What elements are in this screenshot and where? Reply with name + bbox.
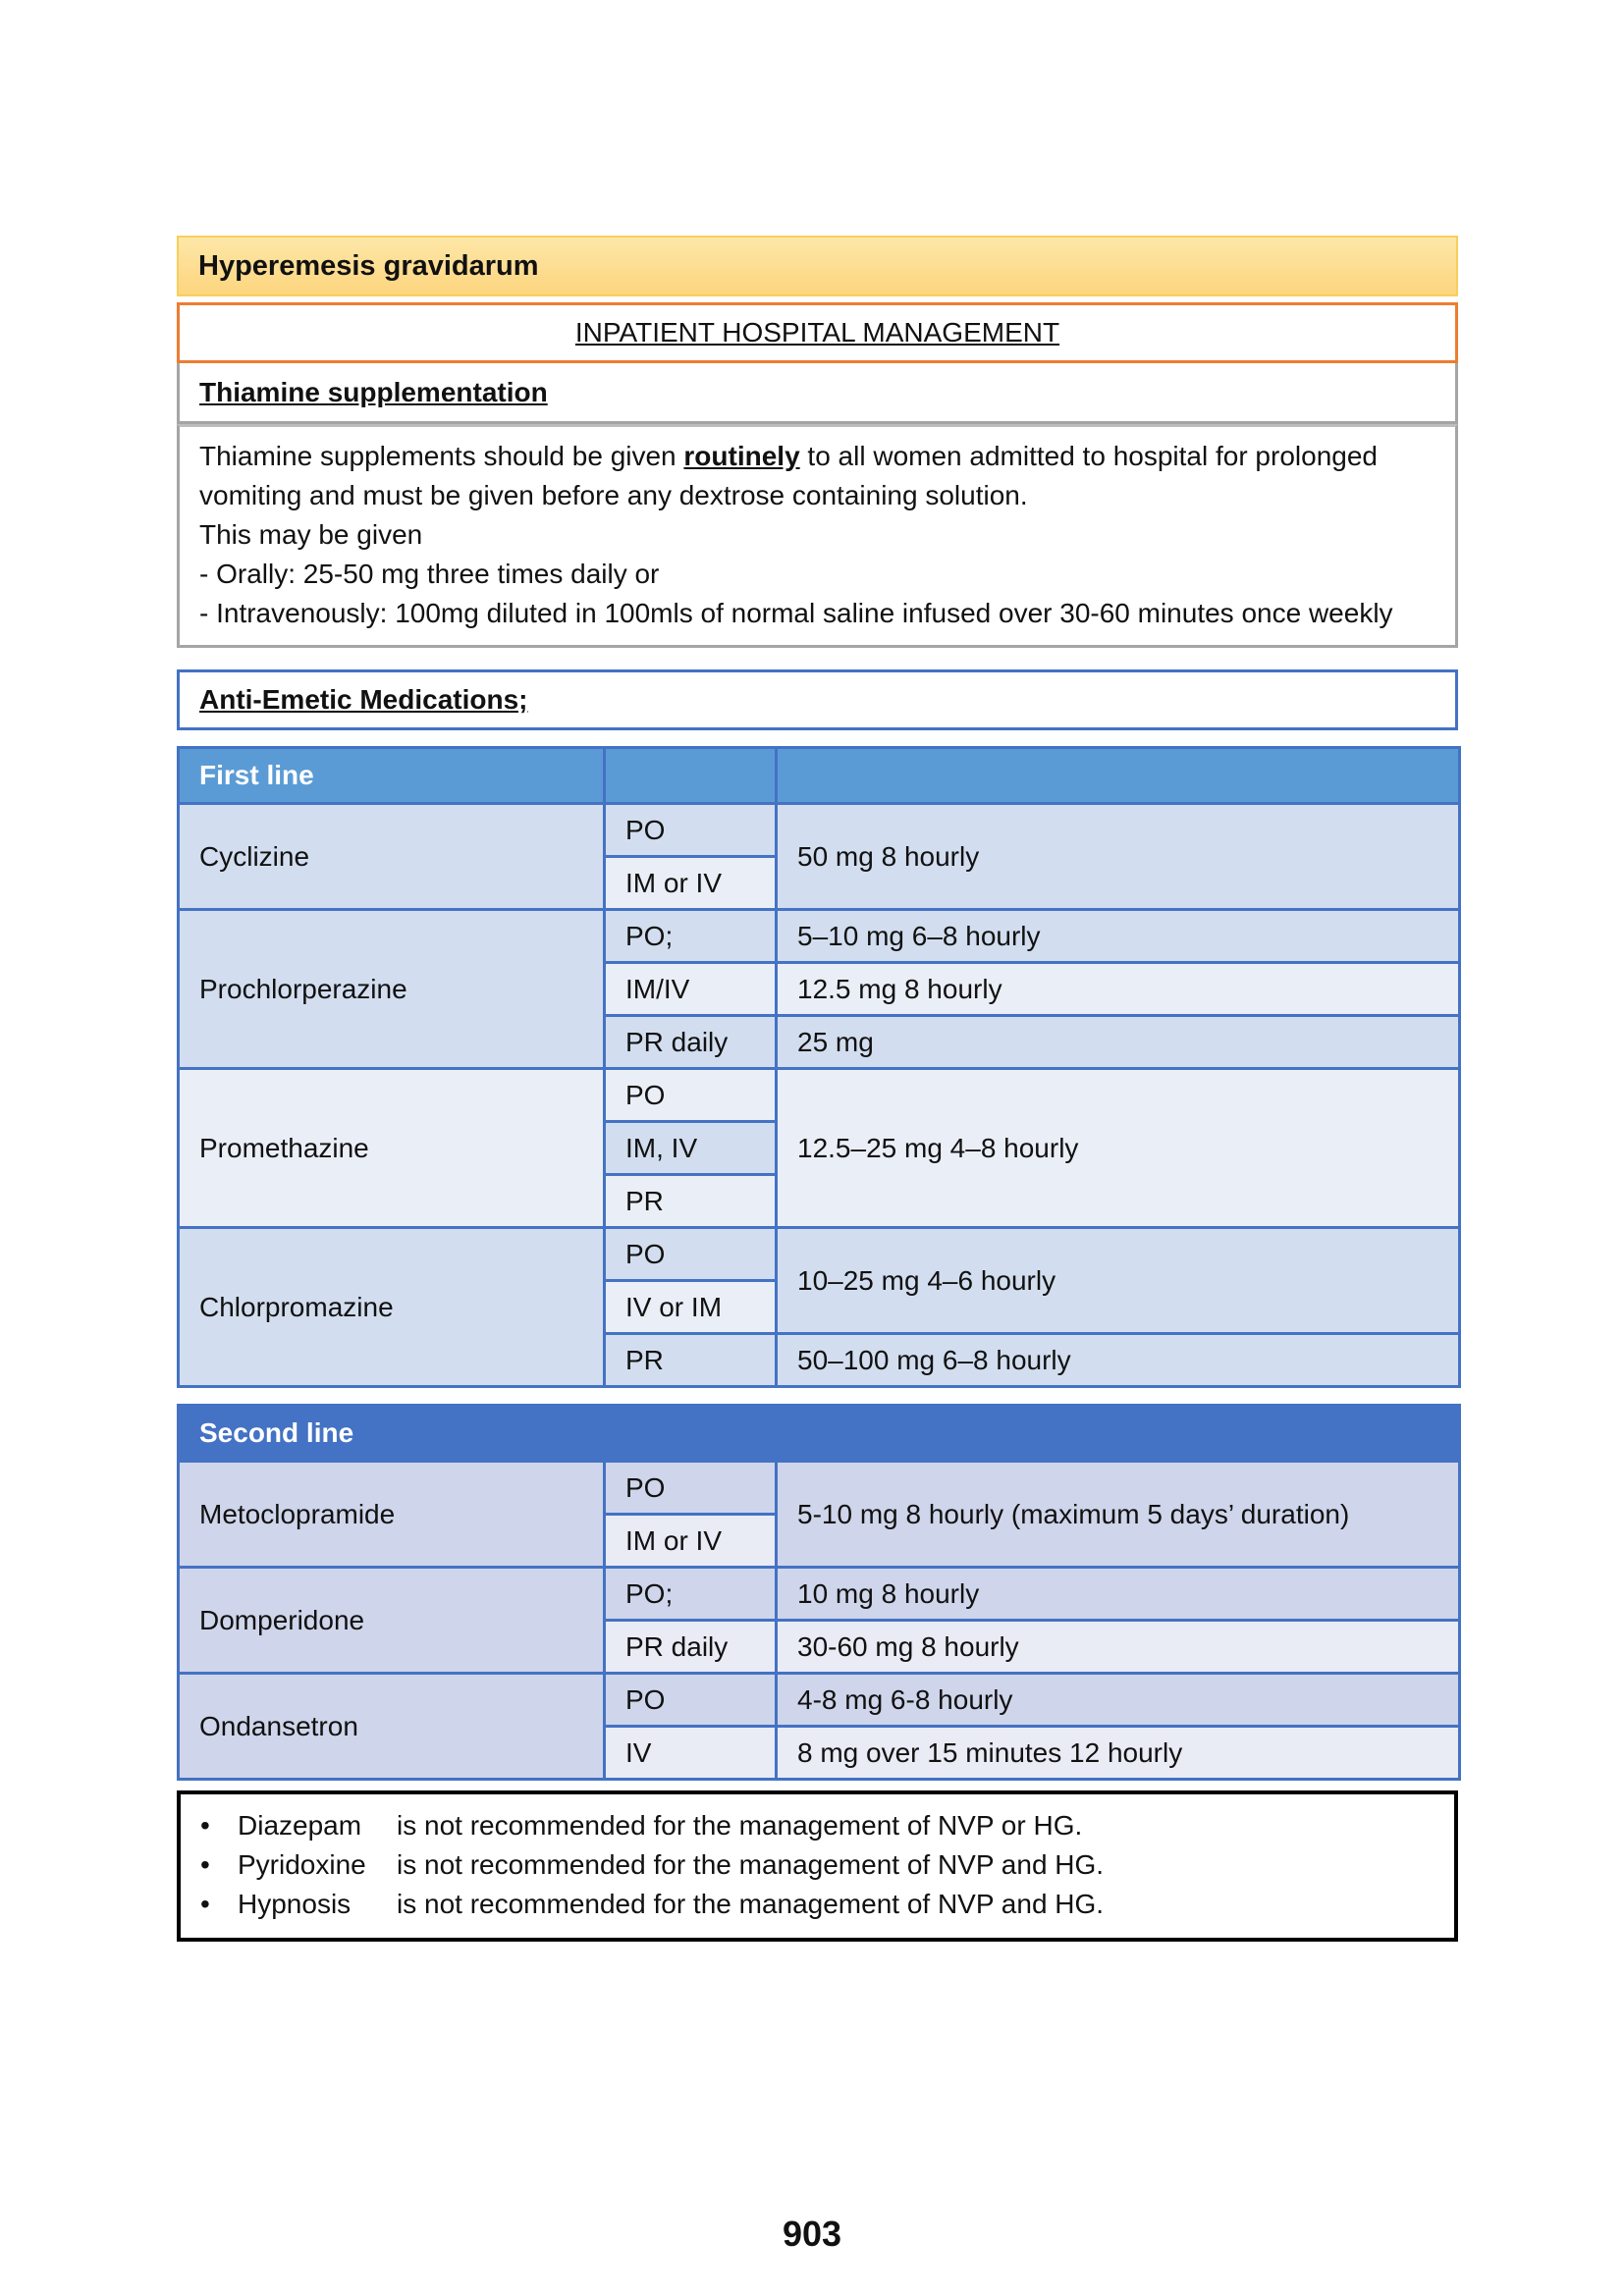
note-item [200, 1806, 1435, 1845]
bullet-icon: • [200, 1849, 210, 1880]
dose-cell: 30-60 mg 8 hourly [777, 1621, 1460, 1674]
route-cell: PO; [605, 910, 777, 963]
document-title: Hyperemesis gravidarum [177, 236, 1458, 296]
dose-cell: 10 mg 8 hourly [777, 1568, 1460, 1621]
dose-cell: 12.5–25 mg 4–8 hourly [777, 1069, 1460, 1228]
header-cell [605, 748, 777, 804]
dose-cell: 10–25 mg 4–6 hourly [777, 1228, 1460, 1334]
note-item [200, 1845, 1435, 1885]
table-row [179, 1069, 1460, 1122]
first-line-table [177, 746, 1461, 1388]
drug-name: Ondansetron [179, 1674, 605, 1780]
route-cell: IV [605, 1727, 777, 1780]
route-cell: PO [605, 1228, 777, 1281]
route-cell: IM or IV [605, 857, 777, 910]
dose-cell: 4-8 mg 6-8 hourly [777, 1674, 1460, 1727]
notes-box [177, 1790, 1458, 1942]
route-cell: PR [605, 1175, 777, 1228]
thiamine-text: Thiamine supplements should be given [199, 441, 684, 471]
table-row [179, 1462, 1460, 1515]
drug-name: Promethazine [179, 1069, 605, 1228]
thiamine-text: to all women admitted to hospital for prolonged vomiting and must be given before any dextrose containing solution. [199, 441, 1378, 510]
note-drug: Hypnosis [238, 1889, 352, 1919]
dose-cell: 5–10 mg 6–8 hourly [777, 910, 1460, 963]
route-cell: PO [605, 1674, 777, 1727]
route-cell: IM or IV [605, 1515, 777, 1568]
dose-cell: 8 mg over 15 minutes 12 hourly [777, 1727, 1460, 1780]
table-header-row [179, 748, 1460, 804]
route-cell: IM, IV [605, 1122, 777, 1175]
thiamine-line: This may be given [199, 519, 423, 550]
dose-cell: 12.5 mg 8 hourly [777, 963, 1460, 1016]
table-row [179, 804, 1460, 857]
table-row [179, 1568, 1460, 1621]
page-number: 903 [782, 2214, 842, 2254]
table-row [179, 1674, 1460, 1727]
bullet-icon: • [200, 1889, 210, 1919]
second-line-table [177, 1404, 1461, 1781]
header-cell: Second line [179, 1406, 605, 1462]
table-row [179, 1228, 1460, 1281]
thiamine-emphasis: routinely [683, 441, 800, 471]
header-cell [777, 1406, 1460, 1462]
drug-name: Chlorpromazine [179, 1228, 605, 1387]
note-text: is not recommended for the management of NVP and HG. [397, 1889, 1105, 1919]
header-cell [777, 748, 1460, 804]
route-cell: PO; [605, 1568, 777, 1621]
dose-cell: 50–100 mg 6–8 hourly [777, 1334, 1460, 1387]
dose-cell: 5-10 mg 8 hourly (maximum 5 days’ duration) [777, 1462, 1460, 1568]
note-text: is not recommended for the management of NVP or HG. [397, 1810, 1083, 1841]
note-text: is not recommended for the management of NVP and HG. [397, 1849, 1105, 1880]
route-cell: PR daily [605, 1621, 777, 1674]
dose-cell: 50 mg 8 hourly [777, 804, 1460, 910]
drug-name: Cyclizine [179, 804, 605, 910]
section-heading: INPATIENT HOSPITAL MANAGEMENT [177, 302, 1458, 363]
header-cell [605, 1406, 777, 1462]
thiamine-line: - Orally: 25-50 mg three times daily or [199, 559, 660, 589]
antiemetic-heading: Anti-Emetic Medications; [177, 669, 1458, 730]
thiamine-paragraph [199, 437, 1435, 515]
note-item [200, 1885, 1435, 1924]
route-cell: PO [605, 804, 777, 857]
note-drug: Pyridoxine [238, 1849, 366, 1880]
route-cell: PR [605, 1334, 777, 1387]
dose-cell: 25 mg [777, 1016, 1460, 1069]
route-cell: IV or IM [605, 1281, 777, 1334]
drug-name: Prochlorperazine [179, 910, 605, 1069]
drug-name: Domperidone [179, 1568, 605, 1674]
table-row [179, 910, 1460, 963]
note-drug: Diazepam [238, 1810, 362, 1841]
table-header-row [179, 1406, 1460, 1462]
header-cell: First line [179, 748, 605, 804]
route-cell: IM/IV [605, 963, 777, 1016]
drug-name: Metoclopramide [179, 1462, 605, 1568]
route-cell: PR daily [605, 1016, 777, 1069]
route-cell: PO [605, 1069, 777, 1122]
thiamine-line: - Intravenously: 100mg diluted in 100mls of normal saline infused over 30-60 minutes once weekly [199, 598, 1393, 628]
thiamine-heading: Thiamine supplementation [177, 363, 1458, 424]
route-cell: PO [605, 1462, 777, 1515]
thiamine-body [177, 424, 1458, 648]
bullet-icon: • [200, 1810, 210, 1841]
page-content [177, 236, 1458, 1942]
